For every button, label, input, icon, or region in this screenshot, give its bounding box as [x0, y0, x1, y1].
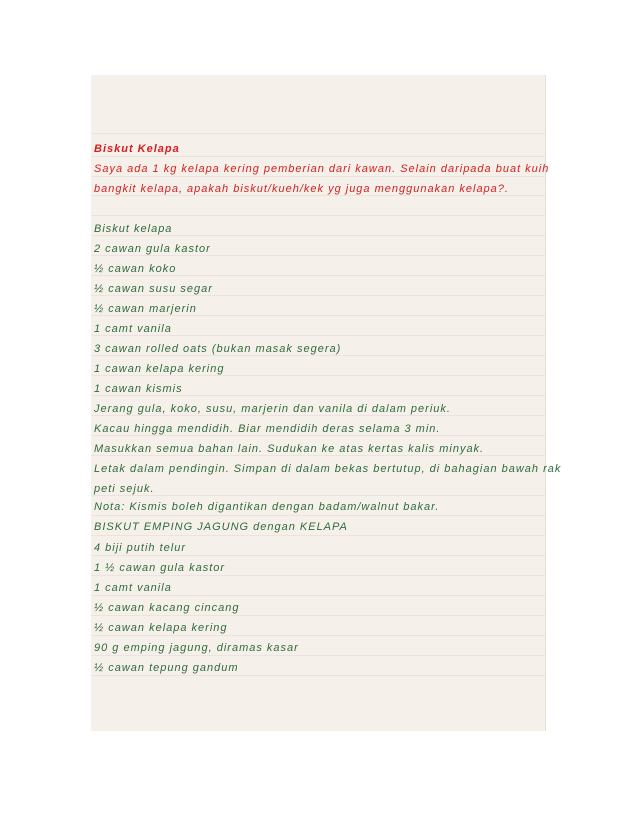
row-divider: [91, 675, 545, 676]
row-divider: [91, 575, 545, 576]
instruction-line: Jerang gula, koko, susu, marjerin dan vanila di dalam periuk.: [94, 403, 451, 415]
section-heading: BISKUT EMPING JAGUNG dengan KELAPA: [94, 521, 348, 533]
ingredient-line: ½ cawan koko: [94, 263, 177, 275]
ingredient-line: ½ cawan kelapa kering: [94, 622, 228, 634]
document-panel: [91, 75, 562, 731]
ingredient-line: ½ cawan tepung gandum: [94, 662, 239, 674]
instruction-line: Kacau hingga mendidih. Biar mendidih deras selama 3 min.: [94, 423, 441, 435]
ingredient-line: ½ cawan marjerin: [94, 303, 197, 315]
section-heading: Biskut kelapa: [94, 223, 173, 235]
row-divider: [91, 176, 545, 177]
ingredient-line: ½ cawan kacang cincang: [94, 602, 240, 614]
ingredient-line: 1 camt vanila: [94, 582, 172, 594]
row-divider: [91, 133, 545, 134]
ingredient-line: 1 ½ cawan gula kastor: [94, 562, 226, 574]
intro-line-1: Saya ada 1 kg kelapa kering pemberian dari kawan. Selain daripada buat kuih: [94, 163, 550, 175]
row-divider: [91, 555, 545, 556]
document-title: Biskut Kelapa: [94, 143, 180, 155]
ingredient-line: 1 camt vanila: [94, 323, 172, 335]
ingredient-line: 2 cawan gula kastor: [94, 243, 211, 255]
intro-line-2: bangkit kelapa, apakah biskut/kueh/kek yg juga menggunakan kelapa?.: [94, 183, 509, 195]
instruction-line: peti sejuk.: [94, 483, 155, 495]
row-divider: [91, 615, 545, 616]
row-divider: [91, 156, 545, 157]
ingredient-line: ½ cawan susu segar: [94, 283, 213, 295]
row-divider: [91, 655, 545, 656]
row-divider: [91, 595, 545, 596]
instruction-line: Letak dalam pendingin. Simpan di dalam bekas bertutup, di bahagian bawah rak: [94, 463, 562, 475]
instruction-line: Masukkan semua bahan lain. Sudukan ke atas kertas kalis minyak.: [94, 443, 485, 455]
row-divider: [91, 535, 545, 536]
row-divider: [91, 635, 545, 636]
row-divider: [91, 215, 545, 216]
ingredient-line: 4 biji putih telur: [94, 542, 186, 554]
ingredient-line: 1 cawan kelapa kering: [94, 363, 225, 375]
ingredient-line: 1 cawan kismis: [94, 383, 183, 395]
ingredient-line: 3 cawan rolled oats (bukan masak segera): [94, 343, 342, 355]
note-line: Nota: Kismis boleh digantikan dengan badam/walnut bakar.: [94, 501, 440, 513]
ingredient-line: 90 g emping jagung, diramas kasar: [94, 642, 299, 654]
row-divider: [91, 495, 545, 496]
row-divider: [91, 515, 545, 516]
